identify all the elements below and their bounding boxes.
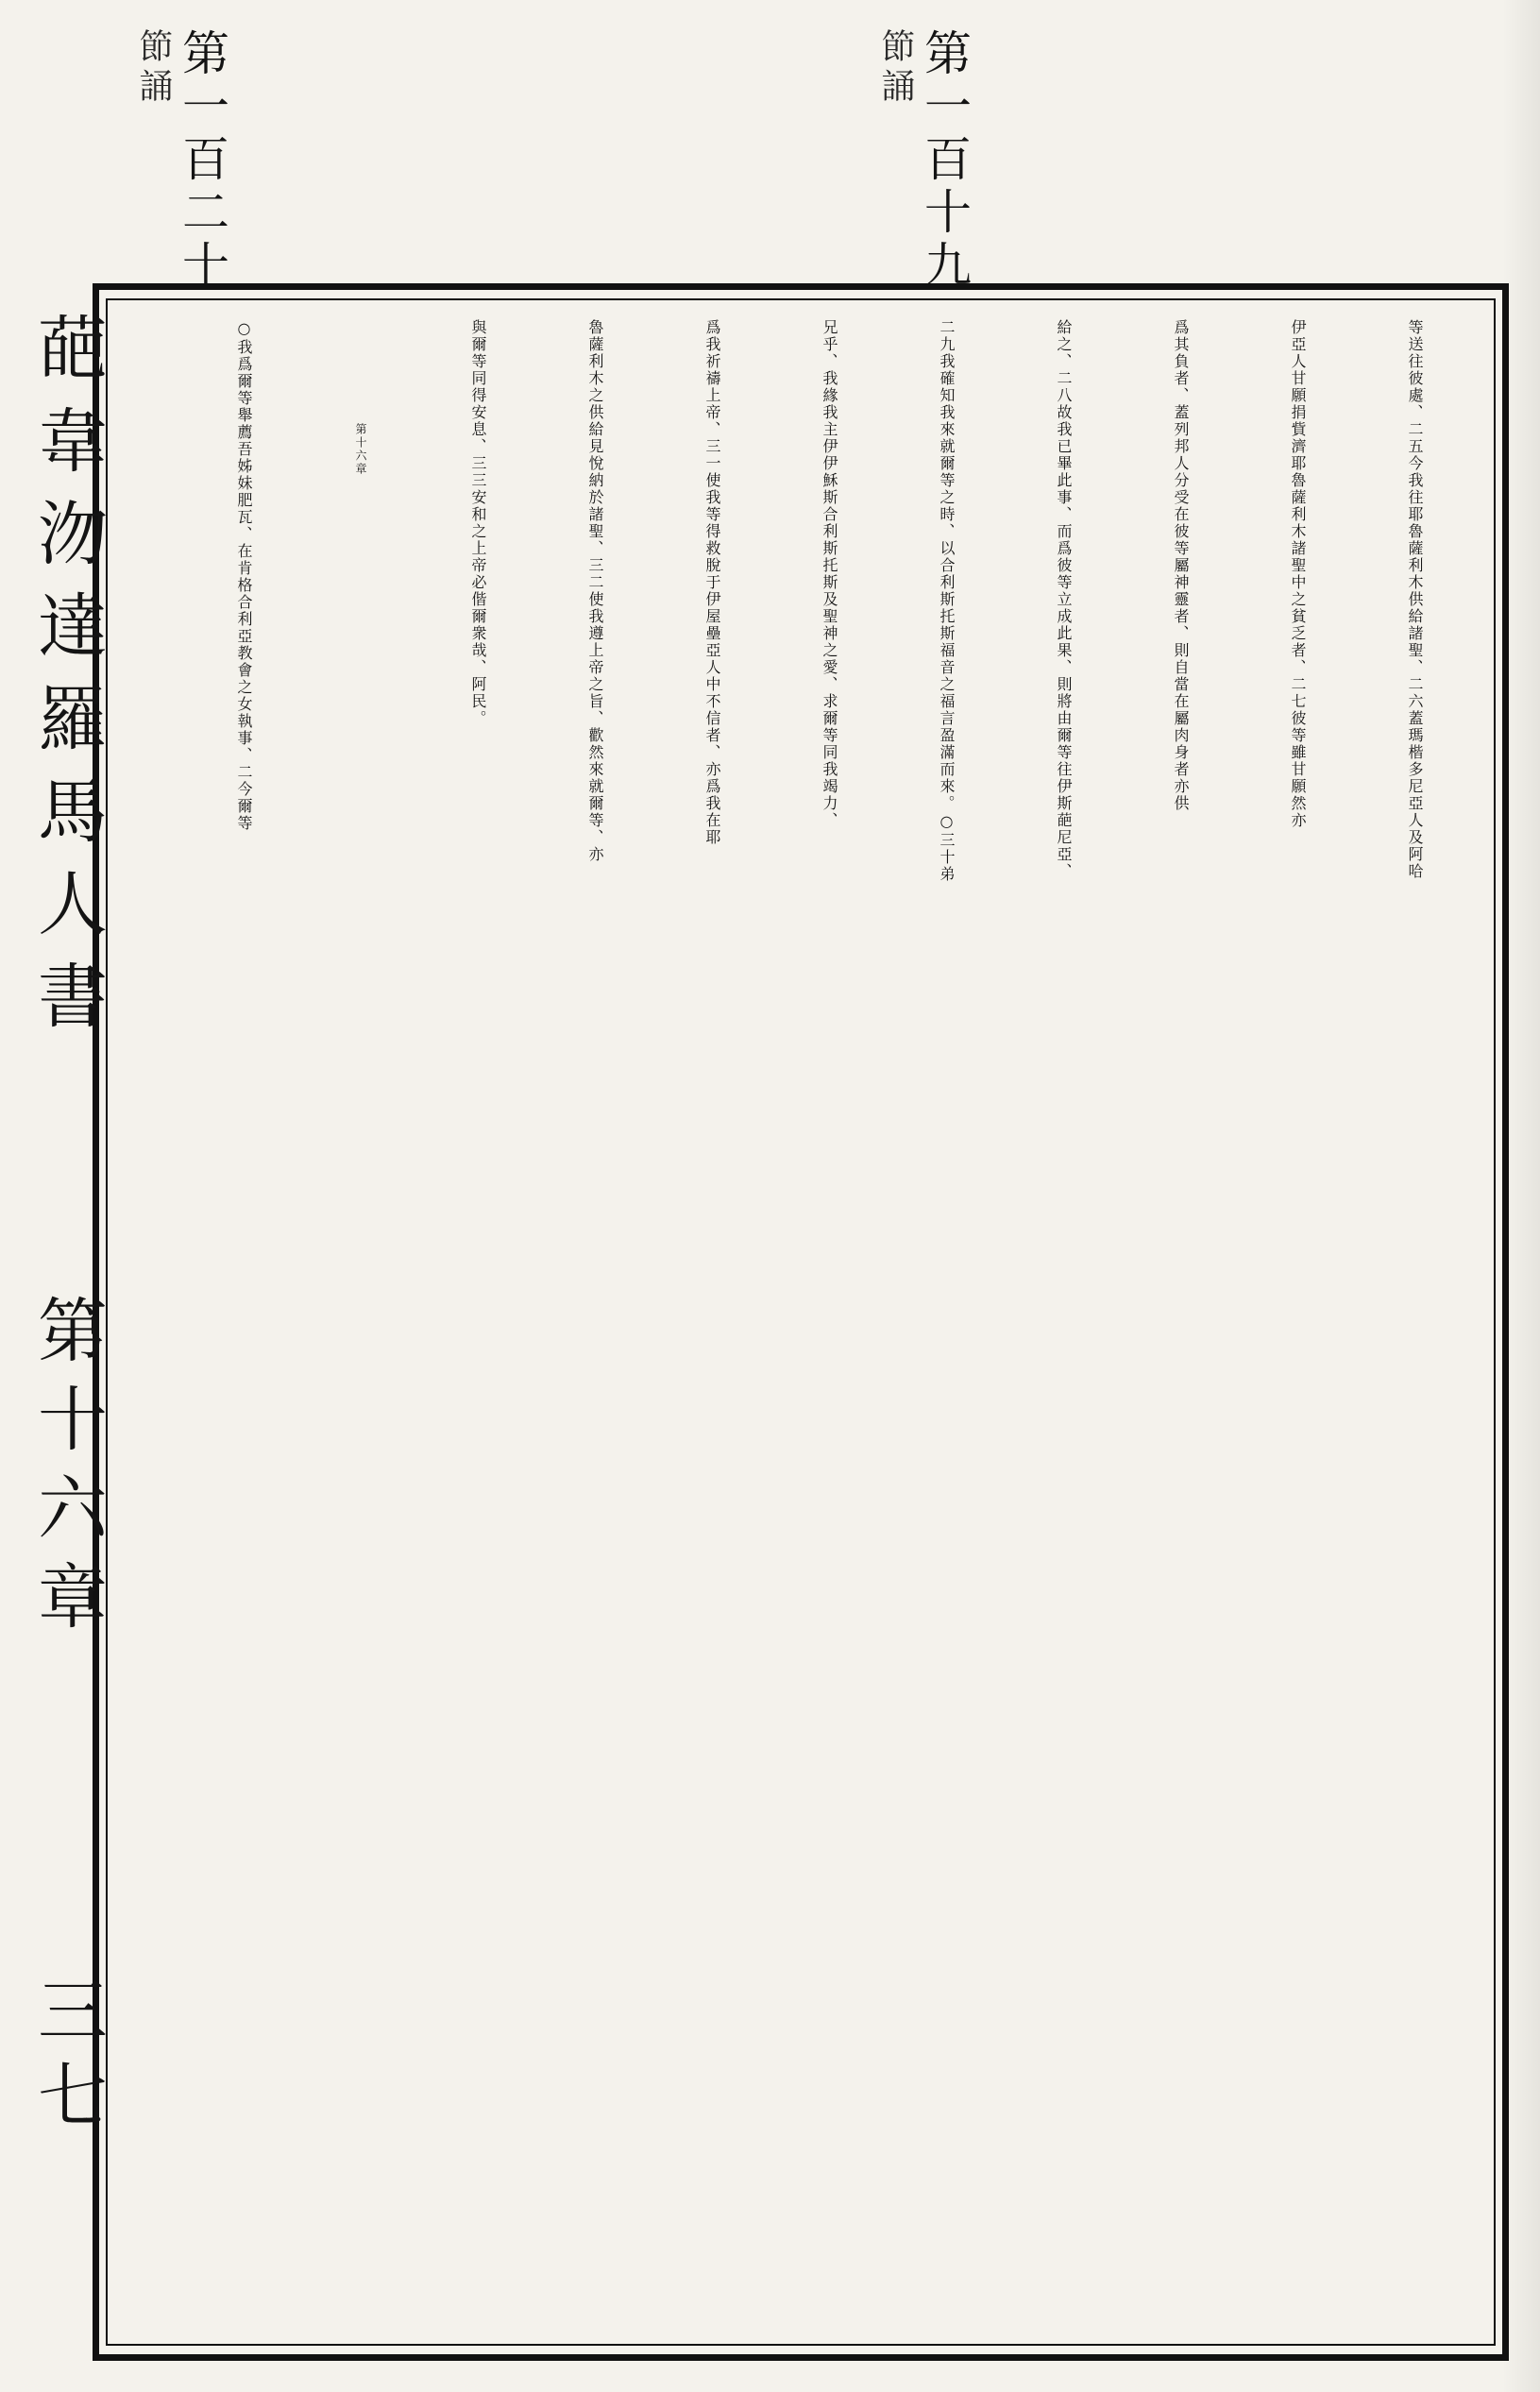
- book-title: 葩韋沕達羅馬人書: [26, 312, 108, 1052]
- text-body: [179, 319, 1473, 2321]
- text-column: 等送往彼處、二五今我往耶魯薩利木供給諸聖、二六蓋瑪楷多尼亞人及阿哈: [1406, 319, 1424, 880]
- verse-head-sub: 節誦: [134, 28, 173, 108]
- verse-head-120: [134, 28, 228, 293]
- text-column: 爲我祈禱上帝、三一使我等得救脫于伊屋壘亞人中不信者、亦爲我在耶: [703, 319, 721, 846]
- text-column: 爲其負者、蓋列邦人分受在彼等屬神靈者、則自當在屬肉身者亦供: [1172, 319, 1190, 812]
- chapter-heading: 第十六章: [354, 423, 367, 476]
- text-column: ○我爲爾等舉薦吾姊妹肥瓦、在肯格合利亞教會之女執事、二今爾等: [235, 319, 253, 832]
- chapter-label: 第十六章: [26, 1294, 108, 1649]
- text-column: 給之、二八故我已畢此事、而爲彼等立成此果、則將由爾等往伊斯葩尼亞、: [1055, 319, 1073, 880]
- text-column: 魯薩利木之供給見悅納於諸聖、三二使我遵上帝之旨、歡然來就爾等、亦: [586, 319, 604, 863]
- running-head: [17, 312, 108, 2351]
- verse-head-119: [876, 28, 971, 293]
- text-column: 與爾等同得安息、三三安和之上帝必偕爾衆哉、阿民。: [469, 319, 487, 727]
- verse-head-sub: 節誦: [876, 28, 915, 108]
- text-column: 兄乎、我緣我主伊伊穌斯合利斯托斯及聖神之愛、求爾等同我竭力、: [821, 319, 838, 829]
- verse-head-main: 第一百二十: [175, 28, 229, 293]
- text-column: 二九我確知我來就爾等之時、以合利斯托斯福音之福言盈滿而來。○三十弟: [938, 319, 956, 883]
- text-column: 伊亞人甘願捐貲濟耶魯薩利木諸聖中之貧乏者、二七彼等雖甘願然亦: [1289, 319, 1307, 829]
- page-number: 三七: [26, 1974, 108, 2144]
- verse-head-main: 第一百十九: [917, 28, 972, 293]
